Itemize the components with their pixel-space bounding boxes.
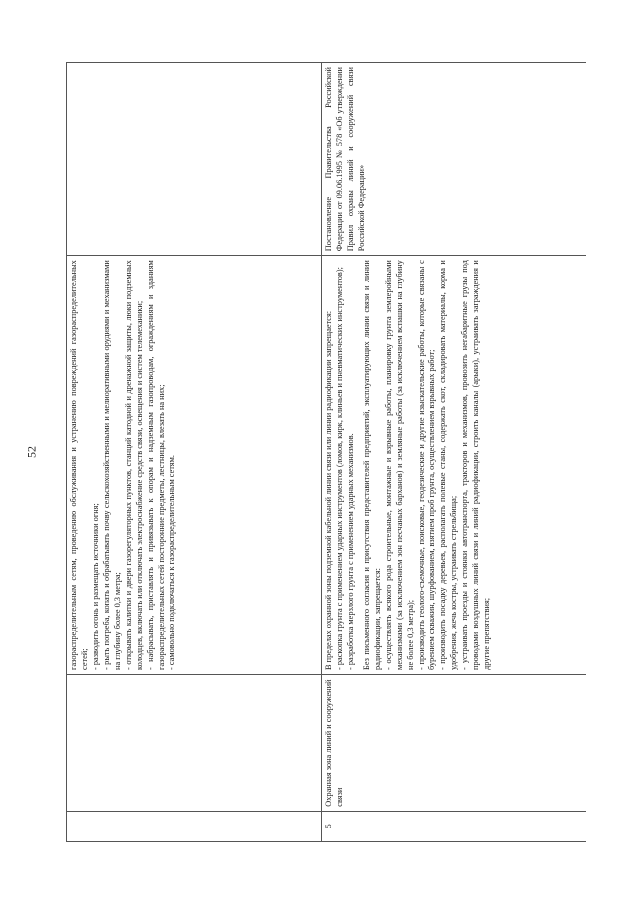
restriction-line: - производить посадку деревьев, располагать полевые станы, содержать скот, складировать материалы, корма и удобрения, жечь костры, устраивать стрельбища; bbox=[438, 260, 459, 670]
rotated-page-frame bbox=[66, 62, 586, 842]
restriction-section bbox=[362, 260, 493, 670]
row-number-cell: 5 bbox=[322, 811, 587, 841]
restrictions-cell bbox=[67, 256, 322, 675]
restriction-line: - устраивать проезды и стоянки автотранспорта, тракторов и механизмов, провозить негабаритные грузы под проводами воздушных линий связи и линий радиофикации, строить каналы (арыки), устраивать заграждения и другие препятствия; bbox=[460, 260, 492, 670]
restriction-section bbox=[324, 260, 357, 670]
zone-name-cell bbox=[67, 674, 322, 811]
legal-basis-cell bbox=[67, 63, 322, 256]
rotated-content bbox=[66, 62, 586, 842]
legal-basis-cell: Постановление Правительства Российской Федерации от 09.06.1995 № 578 «Об утверждении Правил охраны линий и сооружений связи Российской Федерации» bbox=[322, 63, 587, 256]
table-row-continuation bbox=[67, 63, 322, 842]
restriction-line: - открывать калитки и двери газорегуляторных пунктов, станций катодной и дренажной защиты, люки подземных колодцев, включать или отключать электроснабжение средств связи, освещения и систем телемеханики; bbox=[123, 260, 144, 670]
restriction-line: - самовольно подключаться к газораспределительным сетям. bbox=[167, 455, 177, 670]
table-row-communication-zone bbox=[322, 63, 587, 842]
zone-name-cell: Охранная зона линий и сооружений связи bbox=[322, 674, 587, 811]
restriction-line: - рыть погреба, копать и обрабатывать почву сельскохозяйственными и мелиоративными орудиями и механизмами на глубину более 0,3 метра; bbox=[101, 260, 122, 670]
row-number-cell bbox=[67, 811, 322, 841]
restriction-line: Без письменного согласия и присутствия представителей предприятий, эксплуатирующих линии связи и линии радиофикации, запрещается: bbox=[361, 260, 382, 670]
restriction-line: - разводить огонь и размещать источники огня; bbox=[90, 503, 100, 670]
restriction-line: - раскопка грунта с применением ударных инструментов (ломов, кирк, клиньев и пневматических инструментов); bbox=[334, 267, 344, 670]
restriction-line: газораспределительным сетям, проведению обслуживания и устранению повреждений газораспределительных сетей; bbox=[69, 260, 89, 670]
restriction-line: - осуществлять всякого рода строительные, монтажные и взрывные работы, планировку грунта землеройными механизмами (за исключением зон песчаных барханов) и земляные работы (за исключением вспашки на глубину не более 0,3 метра); bbox=[383, 260, 415, 670]
restriction-line: - набрасывать, приставлять и привязывать к опорам и надземным газопроводам, ограждениям и зданиям газораспределительных сетей посторонние предметы, лестницы, влезать на них; bbox=[145, 260, 166, 670]
page-number: 52 bbox=[24, 446, 39, 458]
restriction-line: - разработка мерзлого грунта с применением ударных механизмов. bbox=[345, 433, 355, 670]
restrictions-table bbox=[66, 62, 586, 842]
restriction-line: - производить геолого-съемочные, поисковые, геодезические и другие изыскательские работы, которые связаны с бурением скважин, шурфованием, взятием проб грунта, осуществлением взрывных работ; bbox=[416, 260, 437, 670]
restrictions-cell bbox=[322, 256, 587, 675]
restriction-line: В пределах охранной зоны подземной кабельной линии связи или линии радиофикации запрещается: bbox=[324, 310, 333, 670]
